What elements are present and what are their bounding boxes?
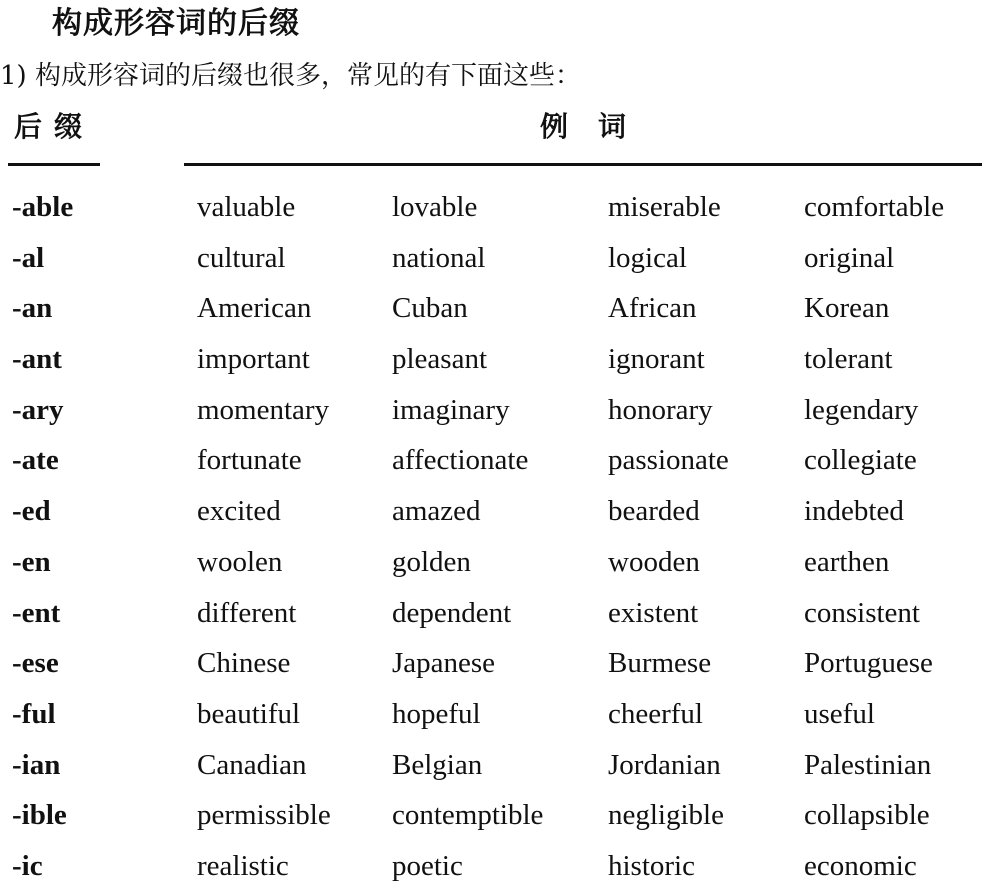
header-examples: 例词 (540, 110, 657, 143)
table-row (0, 638, 982, 689)
example-word: hopeful (392, 697, 481, 730)
example-word: woolen (197, 545, 283, 578)
example-word: dependent (392, 596, 512, 629)
example-word: fortunate (197, 444, 302, 477)
example-word: important (197, 343, 310, 376)
table-row (0, 233, 982, 284)
example-word: legendary (804, 393, 919, 426)
example-word: realistic (197, 849, 289, 882)
table-row (0, 588, 982, 639)
example-word: poetic (392, 849, 463, 882)
intro-text: 1) 构成形容词的后缀也很多，常见的有下面这些： (0, 61, 581, 91)
example-word: permissible (197, 799, 331, 832)
suffix-table (0, 182, 982, 892)
example-word: consistent (804, 596, 920, 629)
example-word: earthen (804, 545, 890, 578)
example-word: cheerful (608, 697, 703, 730)
example-word: contemptible (392, 799, 544, 832)
suffix-cell: -ant (12, 343, 62, 376)
example-word: affectionate (392, 444, 529, 477)
example-word: lovable (392, 191, 478, 223)
suffix-cell: -ian (12, 748, 61, 781)
example-word: miserable (608, 191, 721, 223)
example-word: historic (608, 849, 695, 882)
table-row (0, 334, 982, 385)
suffix-cell: -ible (12, 799, 67, 832)
table-row (0, 537, 982, 588)
table-row (0, 283, 982, 334)
table-row (0, 182, 982, 233)
suffix-cell: -ed (12, 495, 51, 528)
example-word: excited (197, 495, 281, 528)
table-row (0, 841, 982, 892)
example-word: existent (608, 596, 699, 629)
table-row (0, 435, 982, 486)
suffix-cell: -ary (12, 393, 64, 426)
example-word: Cuban (392, 292, 468, 325)
suffix-cell: -ful (12, 697, 56, 730)
table-row (0, 790, 982, 841)
suffix-cell: -ic (12, 849, 43, 882)
example-word: amazed (392, 495, 481, 528)
table-row (0, 689, 982, 740)
table-row (0, 486, 982, 537)
example-word: Belgian (392, 748, 483, 781)
example-word: economic (804, 849, 917, 882)
example-word: cultural (197, 241, 286, 274)
suffix-cell: -en (12, 545, 51, 578)
example-word: comfortable (804, 191, 945, 223)
example-word: Burmese (608, 647, 712, 680)
example-word: passionate (608, 444, 729, 477)
example-word: negligible (608, 799, 724, 832)
example-word: American (197, 292, 312, 325)
example-word: Canadian (197, 748, 307, 781)
example-word: Japanese (392, 647, 496, 680)
table-row (0, 740, 982, 791)
example-word: bearded (608, 495, 700, 528)
suffix-cell: -al (12, 241, 45, 274)
example-word: golden (392, 545, 471, 578)
suffix-cell: -able (12, 191, 74, 223)
example-word: collapsible (804, 799, 930, 832)
example-word: Chinese (197, 647, 291, 680)
example-word: African (608, 292, 697, 325)
example-word: Palestinian (804, 748, 932, 781)
suffix-cell: -an (12, 292, 53, 325)
section-title: 构成形容词的后缀 (52, 6, 300, 41)
example-word: different (197, 596, 297, 629)
example-word: pleasant (392, 343, 488, 376)
example-word: ignorant (608, 343, 705, 376)
example-word: useful (804, 697, 875, 730)
example-word: Portuguese (804, 647, 933, 680)
example-word: beautiful (197, 697, 301, 730)
header-suffix: 后缀 (14, 110, 95, 143)
example-word: national (392, 241, 486, 274)
example-word: original (804, 241, 895, 274)
example-word: tolerant (804, 343, 893, 376)
example-word: wooden (608, 545, 700, 578)
example-word: Korean (804, 292, 890, 325)
suffix-cell: -ate (12, 444, 59, 477)
header-rule-examples (184, 163, 982, 166)
suffix-cell: -ent (12, 596, 61, 629)
example-word: collegiate (804, 444, 917, 477)
suffix-cell: -ese (12, 647, 59, 680)
table-row (0, 385, 982, 436)
example-word: momentary (197, 393, 330, 426)
example-word: honorary (608, 393, 713, 426)
example-word: imaginary (392, 393, 510, 426)
example-word: valuable (197, 191, 296, 223)
example-word: logical (608, 241, 687, 274)
example-word: Jordanian (608, 748, 721, 781)
example-word: indebted (804, 495, 904, 528)
header-rule-suffix (8, 163, 100, 166)
